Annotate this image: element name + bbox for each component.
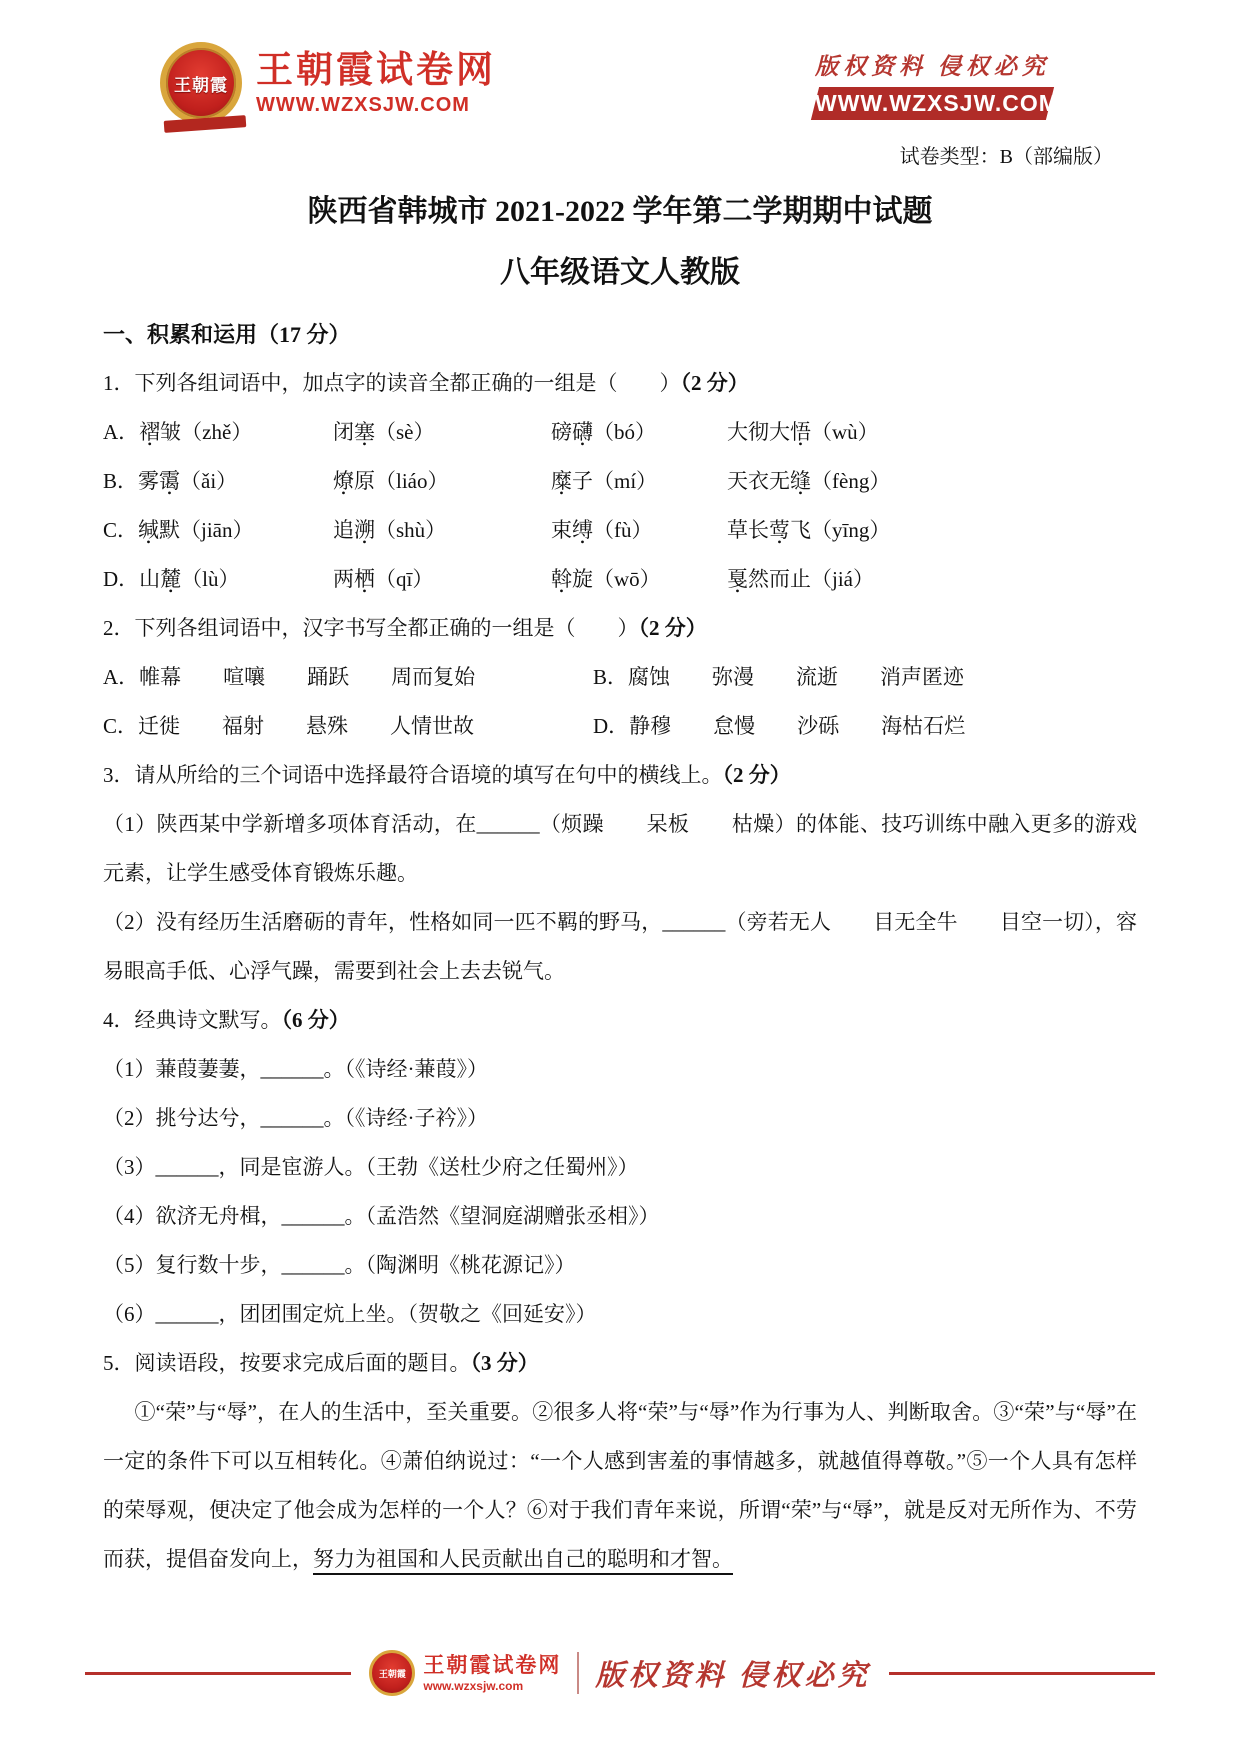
title-block <box>0 186 1240 291</box>
footer-divider <box>577 1652 579 1694</box>
question-3-stem: 3．请从所给的三个词语中选择最符合语境的填写在句中的横线上。（2 分） <box>103 763 791 787</box>
q2-option-c: C．迁徙 福射 悬殊 人情世故 <box>103 714 475 738</box>
url-banner <box>811 87 1059 120</box>
footer-brand-badge-icon: 王朝霞 <box>369 1650 415 1696</box>
q3-item-1: （1）陕西某中学新增多项体育活动，在______（烦躁 呆板 枯燥）的体能、技巧训练中融入更多的游戏元素，让学生感受体育锻炼乐趣。 <box>103 812 1137 885</box>
q5-passage <box>103 1388 1137 1584</box>
footer-slogan: 版权资料 侵权必究 <box>595 1659 871 1692</box>
q1-score: （2 分） <box>680 371 749 395</box>
q2-option-a: A．帷幕 喧嚷 踊跃 周而复始 <box>103 665 476 689</box>
q1-option-row-b: B．雾霭（ǎi） 燎原（liáo） 糜子（mí） 天衣无缝（fèng） <box>103 469 891 493</box>
footer-rule-left <box>85 1672 351 1675</box>
brand-url: WWW.WZXSJW.COM <box>256 94 470 116</box>
option-label: B． <box>103 469 139 493</box>
copyright-slogan: 版权资料 侵权必究 <box>815 54 1050 79</box>
q4-score: （6 分） <box>281 1008 350 1032</box>
site-logo <box>160 42 496 124</box>
brand-badge-icon <box>160 42 242 124</box>
option-label: D． <box>103 567 140 591</box>
q4-item-5: （5）复行数十步，______。（陶渊明《桃花源记》） <box>103 1253 576 1277</box>
q1-option-row-c: C．缄默（jiān） 追溯（shù） 束缚（fù） 草长莺飞（yīng） <box>103 518 891 542</box>
footer-brand-url: www.wzxsjw.com <box>423 1678 524 1693</box>
option-label: A． <box>103 420 140 444</box>
q4-item-3: （3）______，同是宦游人。（王勃《送杜少府之任蜀州》） <box>103 1155 639 1179</box>
page-footer <box>85 1650 1155 1696</box>
q1-option-row-a: A．褶皱（zhě） 闭塞（sè） 磅礴（bó） 大彻大悟（wù） <box>103 420 879 444</box>
q4-item-6: （6）______，团团围定炕上坐。（贺敬之《回延安》） <box>103 1302 597 1326</box>
q2-option-d: D．静穆 怠慢 沙砾 海枯石烂 <box>593 714 966 738</box>
section-1-heading: 一、积累和运用（17 分） <box>103 322 351 347</box>
question-4-stem: 4．经典诗文默写。（6 分） <box>103 1008 350 1032</box>
url-banner-text: WWW.WZXSJW.COM <box>815 90 1059 116</box>
q4-item-4: （4）欲济无舟楫，______。（孟浩然《望洞庭湖赠张丞相》） <box>103 1204 660 1228</box>
page-subtitle: 八年级语文人教版 <box>500 256 740 289</box>
q2-option-row-cd <box>103 702 1137 751</box>
copyright-block <box>815 48 1059 120</box>
q3-item-2: （2）没有经历生活磨砺的青年，性格如同一匹不羁的野马，______（旁若无人 目无全牛 目空一切），容易眼高手低、心浮气躁，需要到社会上去去锐气。 <box>103 910 1137 983</box>
footer-brand-name: 王朝霞试卷网 <box>423 1653 562 1677</box>
badge-ribbon <box>164 115 247 133</box>
option-label: C． <box>103 518 139 542</box>
q1-option-row-d: D．山麓（lù） 两栖（qī） 斡旋（wō） 戛然而止（jiá） <box>103 567 874 591</box>
brand-name: 王朝霞试卷网 <box>256 49 496 90</box>
question-2-stem: 2．下列各组词语中，汉字书写全都正确的一组是（ ）（2 分） <box>103 616 707 640</box>
q5-passage-main: ①“荣”与“辱”，在人的生活中，至关重要。②很多人将“荣”与“辱”作为行事为人、判断取舍。③“荣”与“辱”在一定的条件下可以互相转化。④萧伯纳说过：“一个人感到害羞的事情越多，就越值得尊敬。”⑤一个人具有怎样的荣辱观，便决定了他会成为怎样的一个人？⑥对于我们青年来说，所谓“荣”与“辱”，就是反对无所作为、不劳而获，提倡奋发向上， <box>103 1400 1137 1571</box>
q3-score: （2 分） <box>722 763 791 787</box>
badge-text: 王朝霞 <box>174 75 228 95</box>
q2-option-b: B．腐蚀 弥漫 流逝 消声匿迹 <box>593 665 965 689</box>
brand-text-block <box>256 51 496 115</box>
paper-type-label: 试卷类型：B（部编版） <box>899 146 1113 168</box>
q4-item-2: （2）挑兮达兮，______。（《诗经·子衿》） <box>103 1106 488 1130</box>
q4-item-1: （1）蒹葭萋萋，______。（《诗经·蒹葭》） <box>103 1057 488 1081</box>
question-5-stem: 5．阅读语段，按要求完成后面的题目。（3 分） <box>103 1351 539 1375</box>
footer-rule-right <box>889 1672 1155 1675</box>
q5-score: （3 分） <box>470 1351 539 1375</box>
q2-option-row-ab <box>103 653 1137 702</box>
page-title: 陕西省韩城市 2021-2022 学年第二学期期中试题 <box>307 195 933 228</box>
exam-body <box>103 310 1137 1584</box>
q2-score: （2 分） <box>638 616 707 640</box>
question-1-stem: 1．下列各组词语中，加点字的读音全都正确的一组是（ ）（2 分） <box>103 371 749 395</box>
q5-passage-underlined: 努力为祖国和人民贡献出自己的聪明和才智。 <box>313 1547 733 1571</box>
